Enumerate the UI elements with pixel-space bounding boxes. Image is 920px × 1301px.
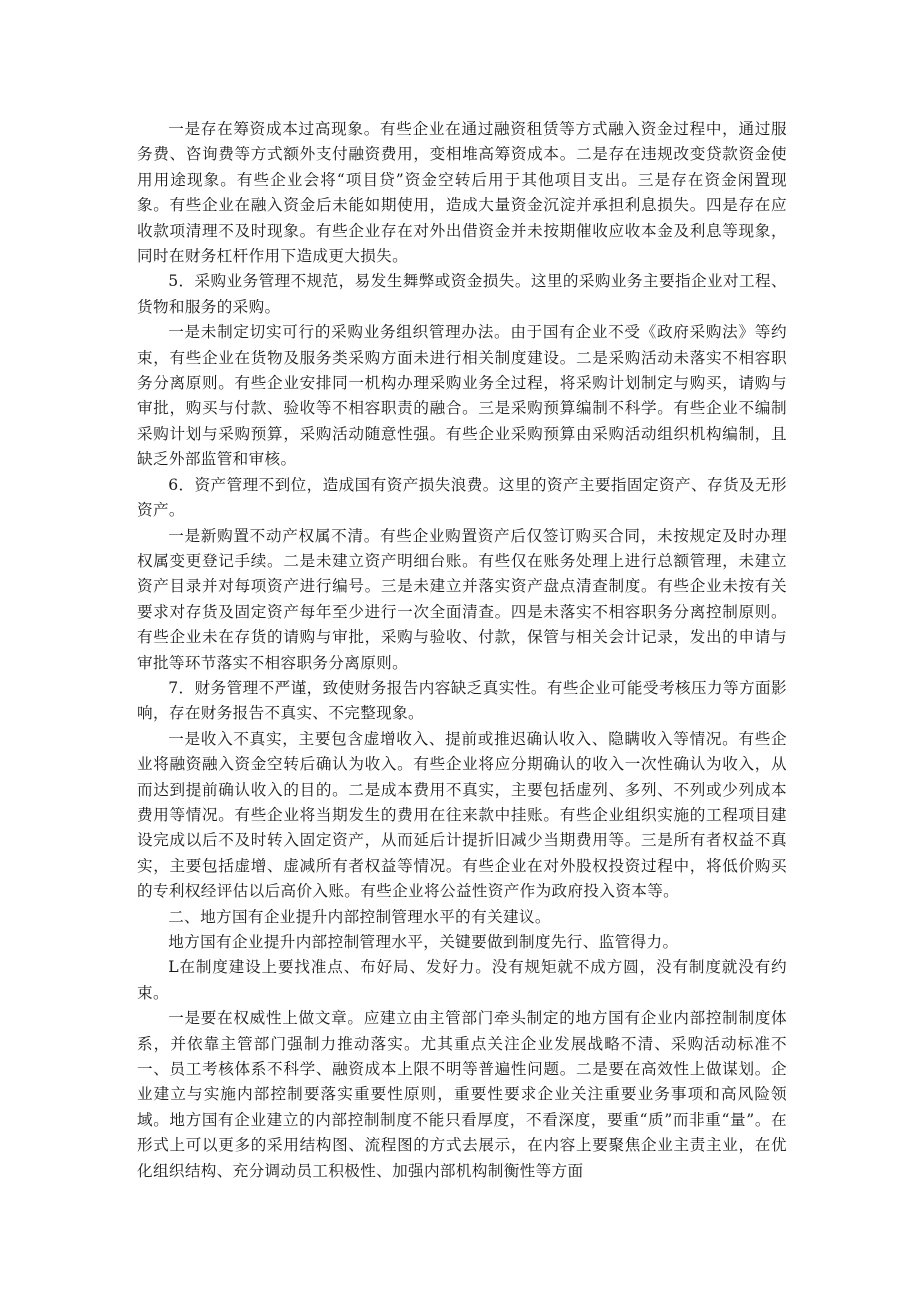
document-body — [137, 117, 787, 1184]
heading-asset-management: 6．资产管理不到位，造成国有资产损失浪费。这里的资产主要指固定资产、存货及无形资产。 — [137, 475, 787, 520]
paragraph-asset-issues: 一是新购置不动产权属不清。有些企业购置资产后仅签订购买合同，未按规定及时办理权属变更登记手续。二是未建立资产明细台账。有些仅在账务处理上进行总额管理，未建立资产目录并对每项资产进行编号。三是未建立并落实资产盘点清查制度。有些企业未按有关要求对存货及固定资产每年至少进行一次全面清查。四是未落实不相容职务分离控制原则。有些企业未在存货的请购与审批，采购与验收、付款，保管与相关会计记录，发出的申请与审批等环节落实不相容职务分离原则。 — [137, 526, 787, 672]
paragraph-financing-issues: 一是存在筹资成本过高现象。有些企业在通过融资租赁等方式融入资金过程中，通过服务费、咨询费等方式额外支付融资费用，变相堆高筹资成本。二是存在违规改变贷款资金使用用途现象。有些企业会将“项目贷”资金空转后用于其他项目支出。三是存在资金闲置现象。有些企业在融入资金后未能如期使用，造成大量资金沉淀并承担利息损失。四是存在应收款项清理不及时现象。有些企业存在对外出借资金并未按期催收应收本金及利息等现象，同时在财务杠杆作用下造成更大损失。 — [137, 120, 787, 266]
paragraph-procurement-issues: 一是未制定切实可行的采购业务组织管理办法。由于国有企业不受《政府采购法》等约束，有些企业在货物及服务类采购方面未进行相关制度建设。二是采购活动未落实不相容职务分离原则。有些企业安排同一机构办理采购业务全过程，将采购计划制定与购买，请购与审批，购买与付款、验收等不相容职责的融合。三是采购预算编制不科学。有些企业不编制采购计划与采购预算，采购活动随意性强。有些企业采购预算由采购活动组织机构编制，且缺乏外部监管和审核。 — [137, 323, 787, 469]
paragraph-system-construction: 一是要在权威性上做文章。应建立由主管部门牵头制定的地方国有企业内部控制制度体系，并依靠主管部门强制力推动落实。尤其重点关注企业发展战略不清、采购活动标准不一、员工考核体系不科学、融资成本上限不明等普遍性问题。二是要在高效性上做谋划。企业建立与实施内部控制要落实重要性原则，重要性要求企业关注重要业务事项和高风险领域。地方国有企业建立的内部控制制度不能只看厚度，不看深度，要重“质”而非重“量”。在形式上可以更多的采用结构图、流程图的方式去展示，在内容上要聚焦企业主责主业，在优化组织结构、充分调动员工积极性、加强内部机构制衡性等方面 — [137, 1009, 787, 1180]
paragraph-suggestions-intro: 地方国有企业提升内部控制管理水平，关键要做到制度先行、监管得力。 — [168, 933, 679, 951]
heading-financial-management: 7．财务管理不严谨，致使财务报告内容缺乏真实性。有些企业可能受考核压力等方面影响，存在财务报告不真实、不完整现象。 — [137, 678, 787, 723]
section-heading-suggestions: 二、地方国有企业提升内部控制管理水平的有关建议。 — [168, 907, 551, 926]
paragraph-financial-issues: 一是收入不真实，主要包含虚增收入、提前或推迟确认收入、隐瞒收入等情况。有些企业将融资融入资金空转后确认为收入。有些企业将应分期确认的收入一次性确认为收入，从而达到提前确认收入的目的。二是成本费用不真实，主要包括虚列、多列、不列或少列成本费用等情况。有些企业将当期发生的费用在往来款中挂账。有些企业组织实施的工程项目建设完成以后不及时转入固定资产，从而延后计提折旧减少当期费用等。三是所有者权益不真实，主要包括虚增、虚减所有者权益等情况。有些企业在对外股权投资过程中，将低价购买的专利权经评估以后高价入账。有些企业将公益性资产作为政府投入资本等。 — [137, 729, 787, 901]
heading-procurement-management: 5．采购业务管理不规范，易发生舞弊或资金损失。这里的采购业务主要指企业对工程、货物和服务的采购。 — [137, 272, 787, 316]
heading-system-construction: L在制度建设上要找准点、布好局、发好力。没有规矩就不成方圆，没有制度就没有约束。 — [137, 958, 787, 1002]
